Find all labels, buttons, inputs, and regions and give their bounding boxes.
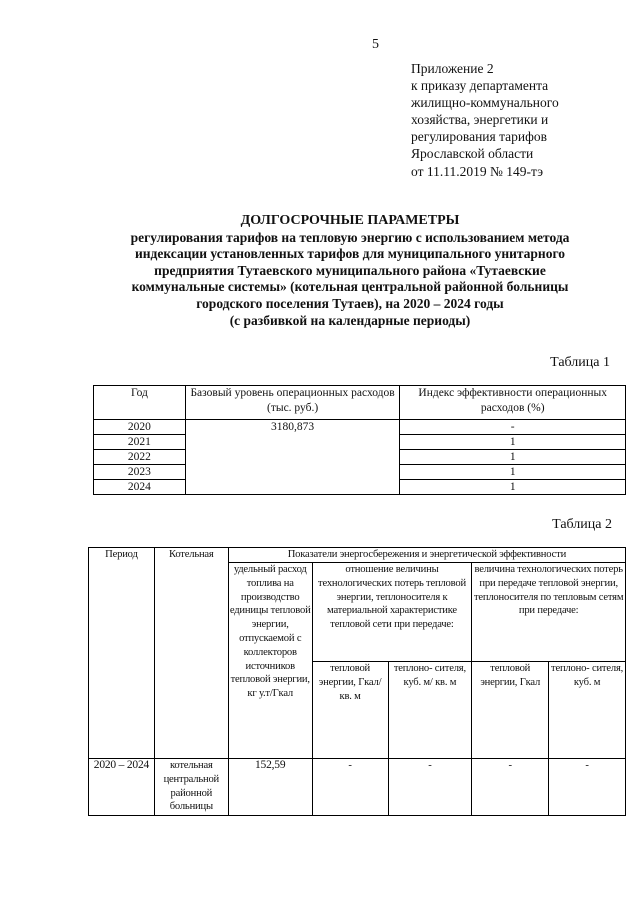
table2-header-loss-carrier: теплоно- сителя, куб. м: [549, 662, 626, 759]
heading-line: предприятия Тутаевского муниципального района «Тутаевские: [154, 262, 546, 278]
ratio-carrier-cell: -: [388, 759, 472, 816]
table2-header-ratio-carrier: теплоно- сителя, куб. м/ кв. м: [388, 662, 472, 759]
fuel-cell: 152,59: [228, 759, 312, 816]
year-cell: 2020: [94, 420, 186, 435]
year-cell: 2023: [94, 465, 186, 480]
heading-line: индексации установленных тарифов для муниципального унитарного: [134, 246, 566, 262]
document-title: ДОЛГОСРОЧНЫЕ ПАРАМЕТРЫ: [240, 213, 460, 228]
table2-header-row: [89, 548, 626, 563]
annex-line: хозяйства, энергетики и: [411, 112, 549, 128]
index-cell: 1: [400, 435, 626, 450]
table2-header-indicators: Показатели энергосбережения и энергетической эффективности: [228, 548, 625, 563]
annex-line: жилищно-коммунального: [411, 95, 559, 111]
table2-header-ratio-heat: тепловой энергии, Гкал/ кв. м: [312, 662, 388, 759]
annex-line: от 11.11.2019 № 149-тэ: [411, 163, 544, 179]
table2-caption: Таблица 2: [552, 517, 612, 532]
index-cell: 1: [400, 480, 626, 495]
loss-carrier-cell: -: [549, 759, 626, 816]
ratio-heat-cell: -: [312, 759, 388, 816]
period-cell: 2020 – 2024: [89, 759, 155, 816]
year-cell: 2022: [94, 450, 186, 465]
heading-line: регулирования тарифов на тепловую энергию с использованием метода: [130, 229, 570, 245]
annex-block: [411, 60, 626, 180]
heading-line: (с разбивкой на календарные периоды): [229, 312, 471, 328]
index-cell: -: [400, 420, 626, 435]
table1-header-row: [94, 386, 626, 420]
annex-line: регулирования тарифов: [411, 129, 548, 145]
heading-line: коммунальные системы» (котельная центральной районной больницы: [131, 279, 569, 295]
table-row: [89, 759, 626, 816]
index-cell: 1: [400, 465, 626, 480]
annex-line: Ярославской области: [411, 146, 534, 162]
base-level-cell: 3180,873: [185, 420, 400, 495]
table2-header-period: Период: [89, 548, 155, 759]
table2-header-ratio: отношение величины технологических потерь тепловой энергии, теплоносителя к материальной характеристике тепловой сети при передаче:: [312, 563, 472, 662]
heading-line: городского поселения Тутаев), на 2020 – 2024 годы: [196, 295, 504, 311]
index-cell: 1: [400, 450, 626, 465]
table-row: [94, 420, 626, 435]
table2-header-loss-heat: тепловой энергии, Гкал: [472, 662, 549, 759]
document-heading: [90, 213, 610, 329]
table2-header-boiler: Котельная: [154, 548, 228, 759]
table1-header-base: Базовый уровень операционных расходов (тыс. руб.): [185, 386, 400, 420]
year-cell: 2021: [94, 435, 186, 450]
table1: [93, 385, 626, 495]
table2-header-fuel: удельный расход топлива на производство единицы тепловой энергии, отпускаемой с коллекторов источников тепловой энергии, кг у.т/Гкал: [228, 563, 312, 759]
table1-caption: Таблица 1: [550, 355, 610, 370]
page-number: 5: [372, 37, 379, 52]
loss-heat-cell: -: [472, 759, 549, 816]
annex-line: к приказу департамента: [411, 78, 549, 94]
table1-header-year: Год: [94, 386, 186, 420]
annex-line: Приложение 2: [411, 61, 494, 76]
table2: [88, 547, 626, 816]
year-cell: 2024: [94, 480, 186, 495]
boiler-cell: котельная центральной районной больницы: [154, 759, 228, 816]
table2-header-losses: величина технологических потерь при передаче тепловой энергии, теплоносителя по тепловым сетям при передаче:: [472, 563, 626, 662]
table1-header-index: Индекс эффективности операционных расходов (%): [400, 386, 626, 420]
